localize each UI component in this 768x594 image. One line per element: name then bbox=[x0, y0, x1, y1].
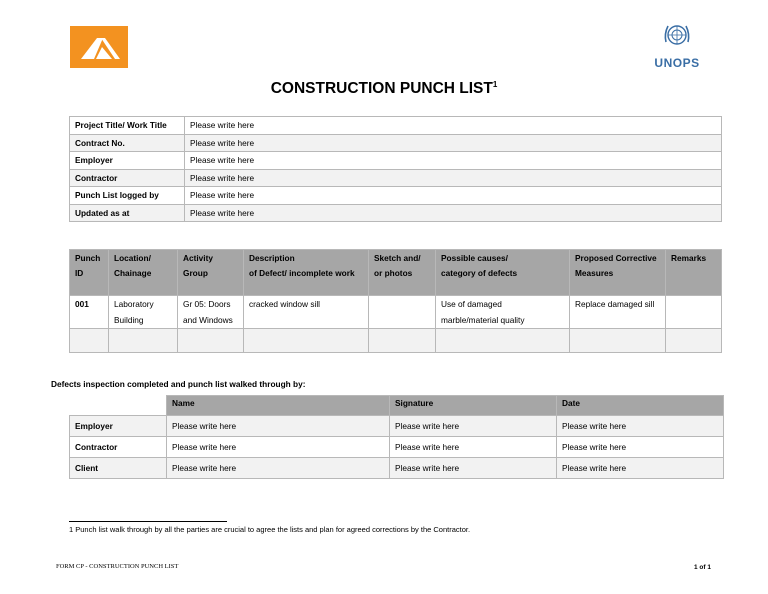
sketch-cell[interactable] bbox=[369, 296, 436, 329]
info-row bbox=[70, 117, 722, 135]
info-value[interactable]: Please write here bbox=[185, 169, 722, 187]
empty-cell[interactable] bbox=[70, 329, 109, 353]
date-field[interactable]: Please write here bbox=[557, 458, 724, 479]
footnote-divider bbox=[69, 521, 227, 522]
date-field[interactable]: Please write here bbox=[557, 416, 724, 437]
orange-tent-logo bbox=[70, 26, 128, 68]
location-cell[interactable]: Laboratory Building bbox=[109, 296, 178, 329]
un-emblem-icon bbox=[662, 20, 692, 50]
footnote: 1 Punch list walk through by all the parties are crucial to agree the lists and plan for agreed corrections by the Contractor. bbox=[69, 525, 471, 534]
footnote-ref: 1 bbox=[492, 80, 498, 89]
info-label: Punch List logged by bbox=[70, 187, 185, 205]
remarks-cell[interactable] bbox=[666, 296, 722, 329]
signoff-row bbox=[70, 458, 724, 479]
signoff-intro: Defects inspection completed and punch list walked through by: bbox=[51, 379, 306, 389]
party-label: Contractor bbox=[70, 437, 167, 458]
empty-cell[interactable] bbox=[178, 329, 244, 353]
punch-row bbox=[70, 296, 722, 329]
empty-cell[interactable] bbox=[369, 329, 436, 353]
header-activity: Activity Group bbox=[178, 250, 244, 296]
info-row bbox=[70, 134, 722, 152]
info-row bbox=[70, 204, 722, 222]
header-date: Date bbox=[557, 396, 724, 416]
info-row bbox=[70, 187, 722, 205]
description-cell[interactable]: cracked window sill bbox=[244, 296, 369, 329]
project-info-table bbox=[69, 116, 722, 222]
signoff-table bbox=[69, 395, 724, 479]
header-causes: Possible causes/ category of defects bbox=[436, 250, 570, 296]
name-field[interactable]: Please write here bbox=[167, 437, 390, 458]
unops-wordmark: UNOPS bbox=[654, 56, 700, 70]
info-row bbox=[70, 169, 722, 187]
punch-list-table bbox=[69, 249, 722, 353]
header-name: Name bbox=[167, 396, 390, 416]
header-punch-id: Punch ID bbox=[70, 250, 109, 296]
measures-cell[interactable]: Replace damaged sill bbox=[570, 296, 666, 329]
punch-row-empty bbox=[70, 329, 722, 353]
header-signature: Signature bbox=[390, 396, 557, 416]
signature-field[interactable]: Please write here bbox=[390, 458, 557, 479]
punch-id-cell[interactable]: 001 bbox=[70, 296, 109, 329]
empty-cell[interactable] bbox=[436, 329, 570, 353]
header-description: Description of Defect/ incomplete work bbox=[244, 250, 369, 296]
name-field[interactable]: Please write here bbox=[167, 458, 390, 479]
info-row bbox=[70, 152, 722, 170]
info-label: Contractor bbox=[70, 169, 185, 187]
party-label: Employer bbox=[70, 416, 167, 437]
activity-cell[interactable]: Gr 05: Doors and Windows bbox=[178, 296, 244, 329]
empty-cell[interactable] bbox=[666, 329, 722, 353]
empty-cell[interactable] bbox=[570, 329, 666, 353]
form-name: FORM CP - CONSTRUCTION PUNCH LIST bbox=[56, 563, 179, 570]
signature-field[interactable]: Please write here bbox=[390, 437, 557, 458]
signature-field[interactable]: Please write here bbox=[390, 416, 557, 437]
info-value[interactable]: Please write here bbox=[185, 187, 722, 205]
empty-cell[interactable] bbox=[109, 329, 178, 353]
signoff-row bbox=[70, 416, 724, 437]
name-field[interactable]: Please write here bbox=[167, 416, 390, 437]
page-number: 1 of 1 bbox=[694, 564, 711, 571]
date-field[interactable]: Please write here bbox=[557, 437, 724, 458]
unops-logo bbox=[650, 20, 704, 70]
header-location: Location/ Chainage bbox=[109, 250, 178, 296]
info-value[interactable]: Please write here bbox=[185, 117, 722, 135]
header-measures: Proposed Corrective Measures bbox=[570, 250, 666, 296]
causes-cell[interactable]: Use of damaged marble/material quality bbox=[436, 296, 570, 329]
info-label: Updated as at bbox=[70, 204, 185, 222]
party-label: Client bbox=[70, 458, 167, 479]
info-label: Contract No. bbox=[70, 134, 185, 152]
signoff-header-row bbox=[70, 396, 724, 416]
info-label: Employer bbox=[70, 152, 185, 170]
header-remarks: Remarks bbox=[666, 250, 722, 296]
info-label: Project Title/ Work Title bbox=[70, 117, 185, 135]
info-value[interactable]: Please write here bbox=[185, 152, 722, 170]
info-value[interactable]: Please write here bbox=[185, 204, 722, 222]
punch-header-row bbox=[70, 250, 722, 296]
signoff-corner bbox=[70, 396, 167, 416]
empty-cell[interactable] bbox=[244, 329, 369, 353]
header-sketch: Sketch and/ or photos bbox=[369, 250, 436, 296]
page-title: CONSTRUCTION PUNCH LIST$^1$ bbox=[270, 80, 498, 98]
info-value[interactable]: Please write here bbox=[185, 134, 722, 152]
signoff-row bbox=[70, 437, 724, 458]
